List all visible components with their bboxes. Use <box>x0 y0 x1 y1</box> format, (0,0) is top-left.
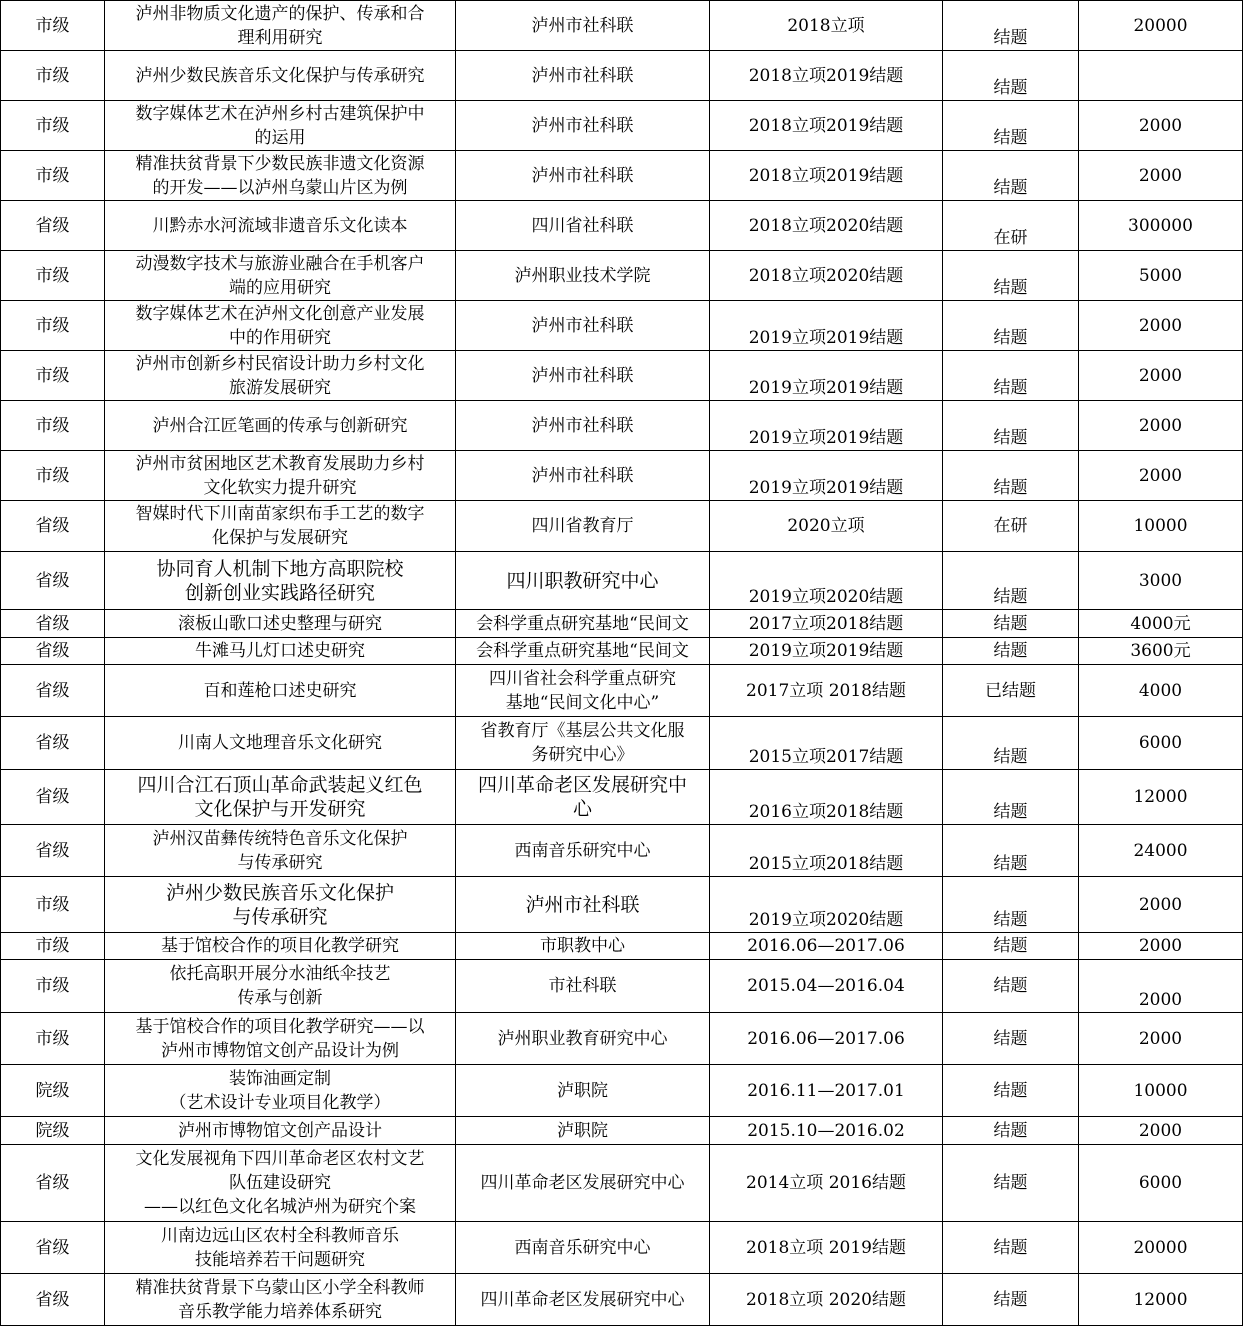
level-cell: 省级 <box>1 665 105 717</box>
funds-cell: 2000 <box>1079 451 1243 501</box>
unit-line: 泸职院 <box>557 1120 608 1141</box>
unit-line: 泸州市社科联 <box>531 165 634 186</box>
status-cell: 结题 <box>943 101 1079 151</box>
title-line: 与传承研究 <box>232 905 328 928</box>
funds-cell: 12000 <box>1079 1274 1243 1326</box>
funds-cell: 6000 <box>1079 717 1243 770</box>
funds-cell: 2000 <box>1079 351 1243 401</box>
status-cell: 结题 <box>943 960 1079 1013</box>
level-cell: 省级 <box>1 770 105 825</box>
title-line: 依托高职开展分水油纸伞技艺 <box>169 964 391 984</box>
table-row <box>1 151 1243 201</box>
table-row <box>1 665 1243 717</box>
level-cell: 市级 <box>1 351 105 401</box>
funds-cell: 10000 <box>1079 1065 1243 1117</box>
unit-line: 泸州市社科联 <box>531 315 634 336</box>
table-row <box>1 1117 1243 1145</box>
table-row <box>1 1222 1243 1274</box>
title-cell <box>105 1065 456 1117</box>
title-line: 泸州合江匠笔画的传承与创新研究 <box>152 415 408 436</box>
title-line: 基于馆校合作的项目化教学研究——以 <box>135 1016 425 1037</box>
funds-cell: 2000 <box>1079 401 1243 451</box>
unit-line: 市职教中心 <box>540 936 625 956</box>
table-row <box>1 825 1243 877</box>
period-cell: 2015.10—2016.02 <box>710 1117 943 1145</box>
title-line: 泸州汉苗彝传统特色音乐文化保护 <box>152 828 408 849</box>
unit-cell <box>456 1145 710 1222</box>
level-cell: 省级 <box>1 1274 105 1326</box>
unit-cell <box>456 665 710 717</box>
unit-cell <box>456 101 710 151</box>
level-cell: 院级 <box>1 1117 105 1145</box>
unit-line: 四川省教育厅 <box>531 516 634 536</box>
unit-line: 泸州市社科联 <box>531 415 634 436</box>
title-cell <box>105 877 456 933</box>
table-row <box>1 1013 1243 1065</box>
table-row <box>1 51 1243 101</box>
status-cell: 结题 <box>943 401 1079 451</box>
title-line: 的运用 <box>254 127 306 148</box>
level-cell: 市级 <box>1 301 105 351</box>
unit-cell <box>456 1274 710 1326</box>
status-cell: 已结题 <box>943 665 1079 717</box>
title-line: 创新创业实践路径研究 <box>184 581 375 604</box>
level-cell: 省级 <box>1 552 105 610</box>
unit-line: 泸州市社科联 <box>531 15 634 36</box>
unit-cell <box>456 201 710 251</box>
title-line: ——以红色文化名城泸州为研究个案 <box>144 1197 416 1217</box>
title-line: 的开发——以泸州乌蒙山片区为例 <box>152 177 408 198</box>
title-cell <box>105 201 456 251</box>
unit-line: 泸职院 <box>557 1080 608 1101</box>
funds-cell: 20000 <box>1079 1222 1243 1274</box>
funds-cell: 4000 <box>1079 665 1243 717</box>
title-cell <box>105 825 456 877</box>
unit-line: 四川省社科联 <box>531 215 634 236</box>
title-line: 泸州市博物馆文创产品设计为例 <box>161 1040 399 1061</box>
title-line: 川黔赤水河流域非遗音乐文化读本 <box>152 215 408 236</box>
level-cell: 市级 <box>1 877 105 933</box>
status-cell: 结题 <box>943 717 1079 770</box>
status-cell: 结题 <box>943 151 1079 201</box>
table-row <box>1 401 1243 451</box>
title-cell <box>105 770 456 825</box>
table-row <box>1 1145 1243 1222</box>
unit-cell <box>456 501 710 552</box>
title-line: 协同育人机制下地方高职院校 <box>156 557 404 580</box>
title-line: 技能培养若干问题研究 <box>195 1249 365 1270</box>
table-row <box>1 1065 1243 1117</box>
funds-cell: 2000 <box>1079 877 1243 933</box>
title-cell <box>105 638 456 665</box>
period-cell: 2016.06—2017.06 <box>710 1013 943 1065</box>
unit-cell <box>456 825 710 877</box>
title-line: 化保护与发展研究 <box>212 528 348 548</box>
level-cell: 院级 <box>1 1065 105 1117</box>
title-line: 旅游发展研究 <box>229 377 331 398</box>
table-row <box>1 933 1243 960</box>
status-cell: 结题 <box>943 552 1079 610</box>
level-cell: 市级 <box>1 51 105 101</box>
title-line: 传承与创新 <box>237 988 323 1008</box>
period-cell: 2018立项2020结题 <box>710 251 943 301</box>
unit-line: 泸州市社科联 <box>531 465 634 486</box>
title-cell <box>105 1013 456 1065</box>
title-line: 智媒时代下川南苗家织布手工艺的数字 <box>135 504 425 524</box>
unit-line: 泸州职业技术学院 <box>514 265 651 286</box>
title-cell <box>105 1 456 51</box>
status-cell: 在研 <box>943 201 1079 251</box>
status-cell: 结题 <box>943 251 1079 301</box>
unit-cell <box>456 151 710 201</box>
funds-cell: 5000 <box>1079 251 1243 301</box>
title-cell <box>105 960 456 1013</box>
funds-cell: 24000 <box>1079 825 1243 877</box>
unit-line: 四川革命老区发展研究中 <box>477 774 687 796</box>
period-cell: 2019立项2019结题 <box>710 638 943 665</box>
unit-line: 泸州市社科联 <box>531 365 634 386</box>
table-row <box>1 638 1243 665</box>
period-cell: 2019立项2019结题 <box>710 451 943 501</box>
unit-line: 省教育厅《基层公共文化服 <box>480 721 685 741</box>
title-line: 文化软实力提升研究 <box>203 477 357 498</box>
status-cell: 结题 <box>943 51 1079 101</box>
level-cell: 市级 <box>1 933 105 960</box>
level-cell: 省级 <box>1 610 105 638</box>
funds-cell: 2000 <box>1079 1013 1243 1065</box>
unit-line: 泸州职业教育研究中心 <box>497 1028 668 1049</box>
level-cell: 市级 <box>1 1 105 51</box>
title-line: 泸州市创新乡村民宿设计助力乡村文化 <box>135 353 425 374</box>
title-cell <box>105 717 456 770</box>
title-cell <box>105 151 456 201</box>
level-cell: 市级 <box>1 101 105 151</box>
period-cell: 2016立项2018结题 <box>710 770 943 825</box>
table-row <box>1 451 1243 501</box>
level-cell: 省级 <box>1 201 105 251</box>
level-cell: 省级 <box>1 825 105 877</box>
period-cell: 2018立项 <box>710 1 943 51</box>
unit-line: 泸州市社科联 <box>531 65 634 86</box>
unit-cell <box>456 610 710 638</box>
table-row <box>1 960 1243 1013</box>
unit-cell <box>456 351 710 401</box>
status-cell: 在研 <box>943 501 1079 552</box>
status-cell: 结题 <box>943 825 1079 877</box>
unit-cell <box>456 1065 710 1117</box>
status-cell: 结题 <box>943 1117 1079 1145</box>
title-line: 川南人文地理音乐文化研究 <box>178 733 382 753</box>
project-table-body <box>1 1 1243 1326</box>
title-cell <box>105 51 456 101</box>
funds-cell: 2000 <box>1079 301 1243 351</box>
table-row <box>1 101 1243 151</box>
level-cell: 省级 <box>1 501 105 552</box>
unit-cell <box>456 638 710 665</box>
level-cell: 市级 <box>1 151 105 201</box>
level-cell: 省级 <box>1 1222 105 1274</box>
status-cell: 结题 <box>943 1274 1079 1326</box>
table-row <box>1 301 1243 351</box>
table-row <box>1 1274 1243 1326</box>
period-cell: 2016.06—2017.06 <box>710 933 943 960</box>
table-row <box>1 501 1243 552</box>
title-cell <box>105 933 456 960</box>
title-cell <box>105 610 456 638</box>
period-cell: 2018立项2019结题 <box>710 151 943 201</box>
funds-cell: 2000 <box>1079 933 1243 960</box>
level-cell: 市级 <box>1 960 105 1013</box>
title-line: 中的作用研究 <box>229 327 331 348</box>
title-line: 队伍建设研究 <box>229 1173 331 1193</box>
level-cell: 省级 <box>1 638 105 665</box>
title-line: 四川合江石顶山革命武装起义红色 <box>137 774 423 796</box>
title-line: 精准扶贫背景下乌蒙山区小学全科教师 <box>135 1277 425 1298</box>
title-line: 理利用研究 <box>237 27 323 48</box>
unit-cell <box>456 960 710 1013</box>
funds-cell: 12000 <box>1079 770 1243 825</box>
unit-line: 四川革命老区发展研究中心 <box>480 1173 685 1193</box>
period-cell: 2019立项2020结题 <box>710 877 943 933</box>
funds-cell: 2000 <box>1079 151 1243 201</box>
title-line: 泸州少数民族音乐文化保护与传承研究 <box>135 65 425 86</box>
status-cell: 结题 <box>943 1065 1079 1117</box>
unit-cell <box>456 1117 710 1145</box>
funds-cell: 2000 <box>1079 960 1243 1013</box>
unit-cell <box>456 770 710 825</box>
period-cell: 2015立项2017结题 <box>710 717 943 770</box>
unit-line: 泸州市社科联 <box>525 893 640 916</box>
title-line: 百和莲枪口述史研究 <box>203 680 357 701</box>
funds-cell: 6000 <box>1079 1145 1243 1222</box>
status-cell: 结题 <box>943 351 1079 401</box>
title-line: 装饰油画定制 <box>229 1068 331 1089</box>
period-cell: 2017立项 2018结题 <box>710 665 943 717</box>
period-cell: 2019立项2019结题 <box>710 301 943 351</box>
table-row <box>1 201 1243 251</box>
table-row <box>1 351 1243 401</box>
status-cell: 结题 <box>943 610 1079 638</box>
table-row <box>1 251 1243 301</box>
unit-cell <box>456 877 710 933</box>
title-cell <box>105 1274 456 1326</box>
unit-cell <box>456 717 710 770</box>
table-row <box>1 1 1243 51</box>
unit-line: 市社科联 <box>548 976 617 996</box>
status-cell: 结题 <box>943 1222 1079 1274</box>
period-cell: 2019立项2019结题 <box>710 401 943 451</box>
level-cell: 市级 <box>1 251 105 301</box>
title-cell <box>105 665 456 717</box>
unit-cell <box>456 933 710 960</box>
status-cell: 结题 <box>943 1145 1079 1222</box>
period-cell: 2019立项2020结题 <box>710 552 943 610</box>
title-cell <box>105 451 456 501</box>
title-line: 泸州市博物馆文创产品设计 <box>178 1120 382 1141</box>
title-cell <box>105 351 456 401</box>
period-cell: 2015.04—2016.04 <box>710 960 943 1013</box>
unit-cell <box>456 1 710 51</box>
unit-line: 务研究中心》 <box>531 745 634 765</box>
title-line: 基于馆校合作的项目化教学研究 <box>161 936 399 956</box>
funds-cell: 2000 <box>1079 101 1243 151</box>
title-line: 与传承研究 <box>237 852 323 873</box>
period-cell: 2014立项 2016结题 <box>710 1145 943 1222</box>
funds-cell: 3600元 <box>1079 638 1243 665</box>
level-cell: 市级 <box>1 451 105 501</box>
title-line: 文化保护与开发研究 <box>194 798 366 820</box>
period-cell: 2015立项2018结题 <box>710 825 943 877</box>
period-cell: 2020立项 <box>710 501 943 552</box>
title-cell <box>105 401 456 451</box>
level-cell: 市级 <box>1 1013 105 1065</box>
status-cell: 结题 <box>943 451 1079 501</box>
unit-cell <box>456 301 710 351</box>
unit-line: 会科学重点研究基地“民间文 <box>476 613 689 634</box>
unit-cell <box>456 451 710 501</box>
title-cell <box>105 501 456 552</box>
period-cell: 2018立项2019结题 <box>710 51 943 101</box>
unit-line: 会科学重点研究基地“民间文 <box>476 641 689 661</box>
title-cell <box>105 552 456 610</box>
title-cell <box>105 301 456 351</box>
title-cell <box>105 101 456 151</box>
title-line: 川南边远山区农村全科教师音乐 <box>161 1225 399 1246</box>
table-row <box>1 770 1243 825</box>
level-cell: 省级 <box>1 1145 105 1222</box>
status-cell: 结题 <box>943 933 1079 960</box>
unit-cell <box>456 552 710 610</box>
title-line: 泸州少数民族音乐文化保护 <box>165 881 394 904</box>
period-cell: 2017立项2018结题 <box>710 610 943 638</box>
unit-line: 四川职教研究中心 <box>506 569 659 592</box>
title-line: 滚板山歌口述史整理与研究 <box>178 613 382 634</box>
title-cell <box>105 1222 456 1274</box>
period-cell: 2018立项2020结题 <box>710 201 943 251</box>
unit-line: 心 <box>572 798 592 820</box>
status-cell: 结题 <box>943 877 1079 933</box>
table-row <box>1 717 1243 770</box>
unit-cell <box>456 251 710 301</box>
title-cell <box>105 1145 456 1222</box>
period-cell: 2018立项 2019结题 <box>710 1222 943 1274</box>
period-cell: 2019立项2019结题 <box>710 351 943 401</box>
title-cell <box>105 251 456 301</box>
title-line: 数字媒体艺术在泸州文化创意产业发展 <box>135 303 425 324</box>
status-cell: 结题 <box>943 638 1079 665</box>
title-line: （艺术设计专业项目化教学） <box>169 1092 391 1113</box>
unit-cell <box>456 1013 710 1065</box>
level-cell: 市级 <box>1 401 105 451</box>
funds-cell: 300000 <box>1079 201 1243 251</box>
title-cell <box>105 1117 456 1145</box>
status-cell: 结题 <box>943 770 1079 825</box>
table-row <box>1 877 1243 933</box>
unit-cell <box>456 51 710 101</box>
unit-line: 基地“民间文化中心” <box>505 692 660 713</box>
level-cell: 省级 <box>1 717 105 770</box>
status-cell: 结题 <box>943 1 1079 51</box>
funds-cell: 2000 <box>1079 1117 1243 1145</box>
status-cell: 结题 <box>943 1013 1079 1065</box>
unit-line: 西南音乐研究中心 <box>514 1237 651 1258</box>
unit-cell <box>456 1222 710 1274</box>
title-line: 牛滩马儿灯口述史研究 <box>195 641 365 661</box>
funds-cell: 3000 <box>1079 552 1243 610</box>
title-line: 文化发展视角下四川革命老区农村文艺 <box>135 1149 425 1169</box>
table-row <box>1 610 1243 638</box>
unit-cell <box>456 401 710 451</box>
funds-cell <box>1079 51 1243 101</box>
funds-cell: 10000 <box>1079 501 1243 552</box>
period-cell: 2018立项 2020结题 <box>710 1274 943 1326</box>
title-line: 数字媒体艺术在泸州乡村古建筑保护中 <box>135 103 425 124</box>
title-line: 泸州市贫困地区艺术教育发展助力乡村 <box>135 453 425 474</box>
unit-line: 四川革命老区发展研究中心 <box>480 1289 685 1310</box>
period-cell: 2018立项2019结题 <box>710 101 943 151</box>
title-line: 精准扶贫背景下少数民族非遗文化资源 <box>135 153 425 174</box>
unit-line: 西南音乐研究中心 <box>514 840 651 861</box>
period-cell: 2016.11—2017.01 <box>710 1065 943 1117</box>
unit-line: 四川省社会科学重点研究 <box>489 668 676 689</box>
table-row <box>1 552 1243 610</box>
unit-line: 泸州市社科联 <box>531 115 634 136</box>
title-line: 动漫数字技术与旅游业融合在手机客户 <box>135 253 425 274</box>
title-line: 音乐教学能力培养体系研究 <box>178 1301 382 1322</box>
title-line: 泸州非物质文化遗产的保护、传承和合 <box>135 3 425 24</box>
funds-cell: 20000 <box>1079 1 1243 51</box>
funds-cell: 4000元 <box>1079 610 1243 638</box>
title-line: 端的应用研究 <box>229 277 331 298</box>
status-cell: 结题 <box>943 301 1079 351</box>
